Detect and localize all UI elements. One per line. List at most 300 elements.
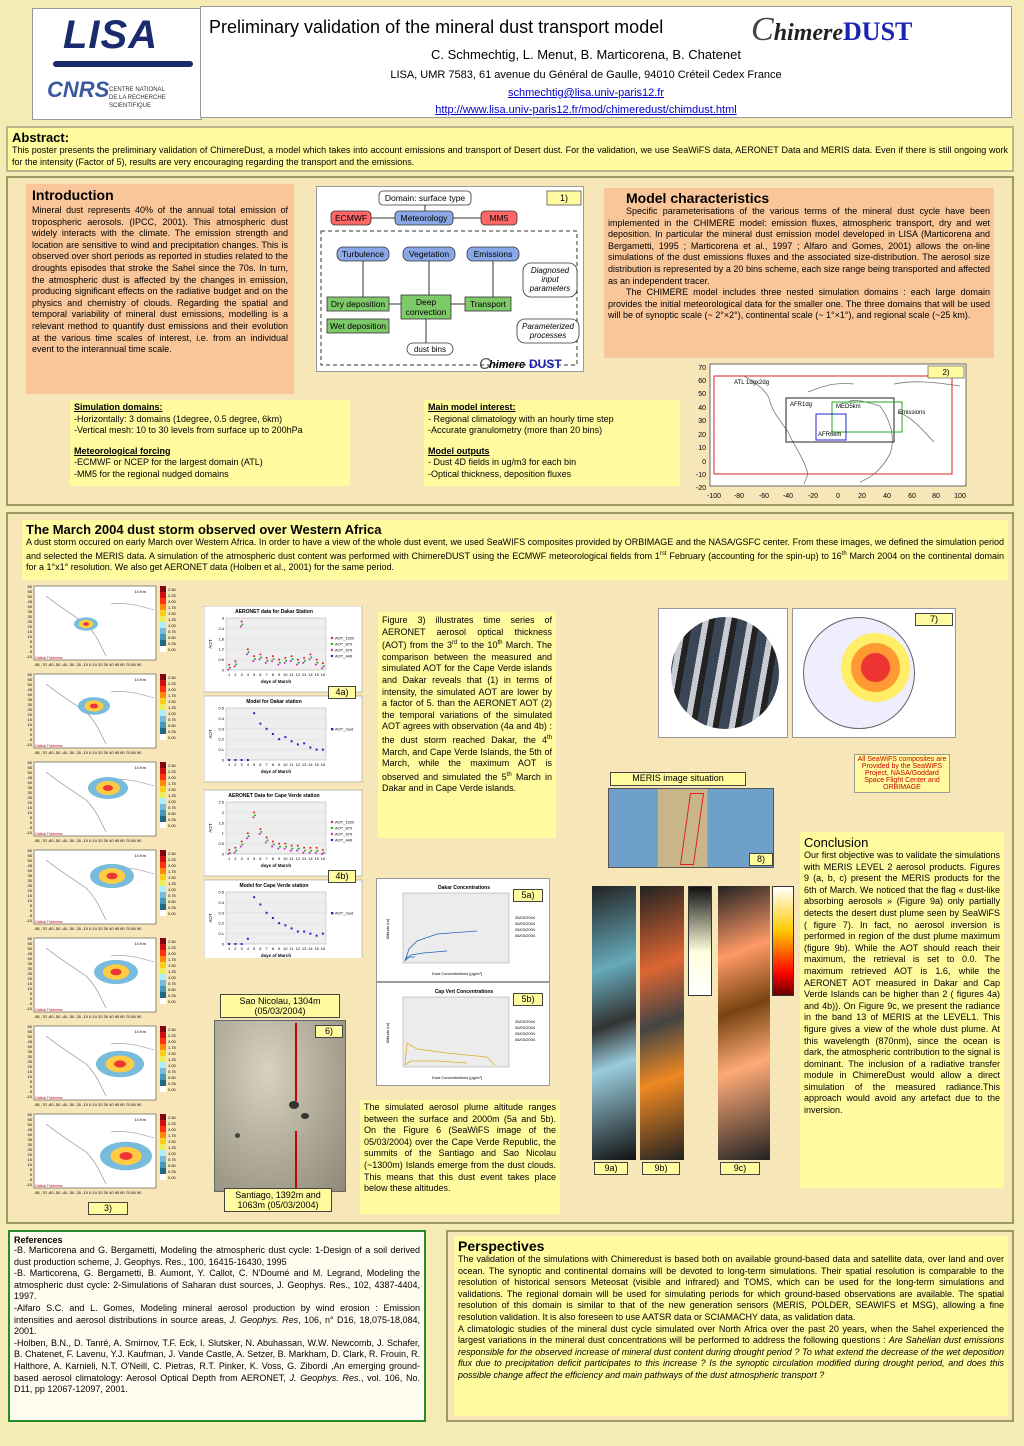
aeronet-point [297, 845, 299, 847]
aot-map-ytick: 20 [27, 624, 32, 629]
aeronet-point [247, 832, 249, 834]
aeronet-model-point [241, 759, 243, 761]
aot-map-ytick: 0 [29, 996, 32, 1001]
map-xtick: -40 [782, 493, 794, 500]
map-xtick: -80 [733, 493, 745, 500]
aot-map-ytick: 25 [27, 971, 32, 976]
aeronet-point [279, 846, 281, 848]
abstract-box [6, 126, 1014, 172]
aot-map-ytick: 60 [27, 936, 32, 941]
aot-map-ytick: 15 [27, 629, 32, 634]
aot-map-caption: Optical Thickness [35, 744, 63, 748]
aot-map-ytick: 40 [27, 956, 32, 961]
diagram-vegetation: Vegetation [408, 249, 450, 259]
aeronet-ytick: 1.2 [218, 646, 224, 652]
aeronet-model-point [303, 742, 305, 744]
aeronet-xtick: 13 [301, 762, 307, 767]
aeronet-point [316, 659, 318, 661]
abstract-text: This poster presents the preliminary validation of ChimereDust, a model which takes into account emissions and transport of Desert dust. For the validation, we use SeaWiFS data, AERONET Data and MERIS data. Even if there is still ongoing work for the intensity (Factor of 5), results are very encouraging regarding the transport and the emissions. [12, 145, 1008, 167]
aot-scale-swatch [160, 992, 166, 998]
photo-num: 6) [315, 1025, 343, 1038]
aeronet-charts [204, 606, 364, 958]
aeronet-xtick: 7 [265, 946, 268, 951]
aeronet-xtick: 15 [314, 672, 319, 677]
aot-map-ytick: 50 [27, 682, 32, 687]
aot-scale-label: 1.50 [168, 699, 176, 704]
aeronet-model-point [228, 759, 230, 761]
aot-scale-swatch [160, 1056, 166, 1062]
aot-scale-label: 1.25 [168, 705, 176, 710]
diagram-num: 1) [559, 193, 569, 203]
intro-title: Introduction [32, 187, 114, 203]
aot-scale-swatch [160, 874, 166, 880]
aot-scale-label: 0.75 [168, 1157, 176, 1162]
aot-map-ytick: 15 [27, 981, 32, 986]
aeronet-point [246, 653, 248, 655]
aeronet-xtick: 3 [240, 762, 243, 767]
aot-scale-label: 0.25 [168, 641, 176, 646]
aot-map-ytick: 25 [27, 1147, 32, 1152]
fig3-a-sup: rd [452, 640, 458, 647]
aot-map-ytick: 35 [27, 873, 32, 878]
aeronet-chart-title: Model for Cape Verde station [239, 883, 309, 889]
perspectives-p2-italic: Are Sahelian dust emissions responsible for the observed increase of mineral dust content during drought period ? To what extend the decrease of the wet deposition flux due to precipitation deficit participates to this increase ? Is the synoptic circulation modified during drought period, and does this possible change affect the efficiency and main pathways of the dust atmospheric transport ? [458, 1335, 1004, 1380]
aeronet-xtick: 14 [308, 762, 313, 767]
abstract-title: Abstract: [12, 130, 70, 145]
aot-map-ytick: 55 [27, 765, 32, 770]
aeronet-legend-marker [331, 643, 333, 645]
aot-scale-swatch [160, 622, 166, 628]
aot-scale-label: 1.75 [168, 781, 176, 786]
aot-scale-swatch [160, 1150, 166, 1156]
aeronet-xtick: 15 [314, 762, 319, 767]
aeronet-legend-label: AOT_mod [335, 726, 354, 732]
aot-scale-label: 0.00 [168, 1175, 176, 1180]
aot-scale-label: 0.50 [168, 723, 176, 728]
aot-map-ytick: -5 [28, 737, 32, 742]
aot-scale-swatch [160, 1062, 166, 1068]
meris-swath [680, 793, 704, 865]
cnrs-text-2: DE LA RECHERCHE [109, 95, 166, 101]
aeronet-point [272, 841, 274, 843]
diagram-turbulence: Turbulence [341, 249, 385, 259]
aeronet-xtick: 5 [253, 946, 256, 951]
email-link[interactable]: schmechtig@lisa.univ-paris12.fr [507, 87, 665, 99]
fig3-c: March. The comparison between the measured and simulated AOT for the Cape Verde islands and Dakar reveals that (1) in terms of intensity, the simulated AOT are lower by a factor of 5. than the AERONET AOT (2) the temporal variations of the simulated AOT agrees with observation (4a and 4b) : the dust storm reached Dakar, the 4 [382, 640, 553, 745]
aeronet-legend-label: AOT_1020 [335, 819, 355, 825]
aeronet-model-point [272, 917, 274, 919]
aeronet-point [316, 847, 318, 849]
aeronet-point [304, 850, 306, 852]
aeronet-xtick: 10 [283, 946, 288, 951]
diagram-diagnosed-1: Diagnosed [530, 266, 570, 275]
aot-map-ytick: 25 [27, 795, 32, 800]
aeronet-ytick: 0.4 [218, 715, 224, 721]
aot-scale-swatch [160, 610, 166, 616]
aot-scale-label: 0.75 [168, 893, 176, 898]
aeronet-ylabel: AOT [208, 823, 213, 833]
model-diagram [316, 186, 584, 372]
aeronet-xtick: 6 [259, 946, 262, 951]
aot-scale-label: 0.75 [168, 981, 176, 986]
aot-map-ytick: 5 [29, 639, 32, 644]
aot-map-ytick: -10 [26, 830, 32, 835]
dakar-conc-ylabel: Altitude (m) [385, 918, 390, 940]
march-text [26, 537, 1004, 574]
lisa-logo-box [32, 8, 202, 120]
aot-map-xticks: -80 -70 -60 -50 -40 -30 -20 -10 0 10 20 30 40 50 60 70 80 90 [34, 662, 142, 667]
aot-scale-label: 1.75 [168, 1133, 176, 1138]
aeronet-legend-marker [331, 912, 333, 914]
aeronet-plot-area [226, 892, 326, 944]
aot-scale-swatch [160, 598, 166, 604]
aot-scale-swatch [160, 786, 166, 792]
altitude-text-box [360, 1100, 560, 1214]
aot-scale-label: 2.50 [168, 851, 176, 856]
aot-scale-label: 2.50 [168, 939, 176, 944]
main-interest-box [424, 400, 680, 486]
aot-scale-label: 0.50 [168, 899, 176, 904]
aot-scale-label: 0.75 [168, 629, 176, 634]
march-intro-box [22, 520, 1008, 580]
aeronet-point [322, 662, 324, 664]
aot-map-ytick: -10 [26, 1094, 32, 1099]
aot-map-ytick: 40 [27, 604, 32, 609]
perspectives-title: Perspectives [458, 1238, 545, 1254]
map-xtick: -20 [807, 493, 819, 500]
aeronet-model-point [247, 759, 249, 761]
meris-9c [718, 886, 770, 1160]
aot-plume-core [103, 785, 113, 791]
aot-map-ytick: -10 [26, 1006, 32, 1011]
aot-scale-label: 0.00 [168, 1087, 176, 1092]
aot-scale-label: 1.50 [168, 1051, 176, 1056]
aeronet-model-point [259, 723, 261, 725]
march-sup-a: rst [659, 550, 667, 557]
aot-scale-label: 2.50 [168, 1115, 176, 1120]
aot-map-ytick: 5 [29, 1167, 32, 1172]
domain-label-afr6: AFR6km [818, 432, 842, 438]
march-sup-b: th [841, 550, 847, 557]
aeronet-xtick: 4 [246, 762, 249, 767]
domains-map-svg [684, 362, 970, 502]
aot-map-caption: Optical Thickness [35, 656, 63, 660]
website-link[interactable]: http://www.lisa.univ-paris12.fr/mod/chimeredust/chimdust.html [435, 104, 737, 116]
aeronet-xtick: 9 [278, 946, 281, 951]
aeronet-xtick: 9 [278, 762, 281, 767]
aeronet-point [235, 663, 237, 665]
aeronet-xtick: 15 [314, 856, 319, 861]
dakar-conc-title: Dakar Concentrations [438, 885, 490, 891]
aeronet-point [290, 850, 292, 852]
aot-scale-swatch [160, 1032, 166, 1038]
ref-3 [14, 1303, 420, 1338]
diagram-diagnosed-3: parameters [529, 284, 571, 293]
aot-scale-swatch [160, 1132, 166, 1138]
aeronet-point [227, 669, 229, 671]
aot-map-ytick: 0 [29, 1172, 32, 1177]
aot-map-ytick: 20 [27, 1152, 32, 1157]
aeronet-xtick: 4 [246, 856, 249, 861]
aeronet-xtick: 14 [308, 856, 313, 861]
altitude-text: The simulated aerosol plume altitude ranges between the surface and 2000m (5a and 5b). On the Figure 6 (SeaWiFS image of the 05/03/2004) over the Cape Verde Republic, the summits of the Santiago and Sao Nicolau (~1300m) Islands emerge from the dust clouds. This means that this dust event takes place below these altitudes. [364, 1102, 556, 1194]
seawifs-credit: All SeaWiFS composites are Provided by the SeaWiFS Project, NASA/Goddard Space Flight Center and ORBIMAGE [854, 754, 950, 793]
aot-map-maxlabel: 10 Km [134, 677, 146, 682]
aeronet-legend-marker [331, 827, 333, 829]
aot-map-ytick: 10 [27, 898, 32, 903]
aot-scale-label: 2.50 [168, 763, 176, 768]
diagram-param-1: Parameterized [521, 322, 575, 331]
cnrs-text-3: SCIENTIFIQUE [109, 103, 152, 109]
aeronet-xtick: 9 [278, 856, 281, 861]
aeronet-xtick: 1 [228, 856, 231, 861]
aeronet-xtick: 13 [301, 856, 307, 861]
march-section [6, 512, 1014, 1224]
aot-map-ytick: 20 [27, 712, 32, 717]
diagram-logo-c: C [479, 356, 491, 373]
aot-scale-label: 2.00 [168, 863, 176, 868]
aeronet-xlabel: days of March [260, 679, 292, 684]
aeronet-point [322, 849, 324, 851]
aeronet-xtick: 10 [283, 672, 288, 677]
model-p1: Specific parameterisations of the various terms of the mineral dust cycle have been implemented in the CHIMERE model: emission fluxes, atmospheric transport, dry and wet deposition. In particular the mineral dust emission model developed in LISA (Marticorena and Bergametti, 1995 ; Marticorena et al., 1997 ; Alfaro and Gomes, 2001) allows the on-line simulations of the dust emissions fluxes and the associated size-distribution. The aerosol size distribution is represented by a 20 bins scheme, each size range being transported and affected as an independent tracer. [608, 206, 990, 286]
logo-himere: himere [773, 20, 844, 46]
aot-scale-swatch [160, 862, 166, 868]
aot-scale-swatch [160, 680, 166, 686]
aeronet-legend-label: AOT_670 [335, 647, 353, 653]
aeronet-xtick: 12 [295, 762, 301, 767]
aeronet-num-b: 4b) [328, 870, 356, 883]
aeronet-ytick: 0 [221, 757, 224, 763]
aeronet-legend-label: AOT_440 [335, 653, 353, 659]
model-title: Model characteristics [626, 190, 770, 206]
aot-map-ytick: 40 [27, 1132, 32, 1137]
aeronet-point [296, 664, 298, 666]
forcing-title: Meteorological forcing [74, 445, 171, 456]
aot-map-ytick: 0 [29, 908, 32, 913]
aeronet-point [310, 656, 312, 658]
aot-scale-swatch [160, 1168, 166, 1174]
aeronet-point [284, 843, 286, 845]
map-ytick: 30 [698, 418, 706, 425]
aot-map-ytick: 60 [27, 672, 32, 677]
map-xtick: 80 [932, 493, 940, 500]
aeronet-xtick: 7 [265, 856, 268, 861]
aot-map-ytick: 55 [27, 1029, 32, 1034]
model-box [604, 188, 994, 358]
aeronet-charts-svg [204, 606, 364, 958]
aot-map-maxlabel: 10 Km [134, 765, 146, 770]
aeronet-legend-marker [331, 649, 333, 651]
capvert-conc-legend: 05/03/2004 [515, 1019, 536, 1024]
aeronet-point [273, 844, 275, 846]
capvert-conc-xlabel: Dust Concentrations (µg/m³) [431, 1075, 483, 1080]
diagram-param-2: processes [529, 331, 567, 340]
aeronet-point [246, 837, 248, 839]
domains-map [684, 362, 970, 502]
aeronet-xtick: 2 [234, 946, 237, 951]
aeronet-point [309, 847, 311, 849]
aot-map-ytick: -5 [28, 649, 32, 654]
photo-top-label: Sao Nicolau, 1304m (05/03/2004) [220, 994, 340, 1018]
aot-scale-label: 0.50 [168, 635, 176, 640]
aot-map-column-svg [16, 584, 188, 1216]
aot-map-ytick: 40 [27, 868, 32, 873]
aeronet-model-point [278, 922, 280, 924]
conc-num-a: 5a) [513, 889, 543, 902]
aot-map-maxlabel: 10 Km [134, 1029, 146, 1034]
aot-plume-core [111, 969, 122, 976]
aot-scale-swatch [160, 762, 166, 768]
aot-scale-swatch [160, 1144, 166, 1150]
aeronet-point [266, 839, 268, 841]
ref-3b: , 106, n° D16, 18,075-18,084, 2001. [14, 1314, 421, 1337]
aot-map-ytick: 30 [27, 878, 32, 883]
globe-2 [803, 617, 915, 729]
sim-domains-l2: -Vertical mesh: 10 to 30 levels from surface up to 200hPa [74, 425, 303, 435]
aot-scale-label: 1.25 [168, 1057, 176, 1062]
aeronet-xtick: 4 [246, 946, 249, 951]
aot-scale-swatch [160, 1086, 166, 1092]
aot-map-ytick: 40 [27, 692, 32, 697]
ref-4i: J. Geophys. Res. [289, 1372, 361, 1383]
aot-map-ytick: 60 [27, 1024, 32, 1029]
aeronet-point [284, 662, 286, 664]
aot-scale-swatch [160, 780, 166, 786]
aot-map-ytick: 45 [27, 1127, 32, 1132]
aot-map-xticks: -80 -70 -60 -50 -40 -30 -20 -10 0 10 20 30 40 50 60 70 80 90 [34, 838, 142, 843]
aeronet-model-point [309, 747, 311, 749]
aeronet-point [248, 835, 250, 837]
aot-map-frame [34, 850, 156, 924]
map-ytick: 60 [698, 378, 706, 385]
conc-num-b: 5b) [513, 993, 543, 1006]
aot-map-ytick: 35 [27, 697, 32, 702]
ref-1: -B. Marticorena and G. Bergametti, Modeling the atmospheric dust cycle: 1-Design of a soil derived dust production scheme, J. Geophys. Res., 100, 16415-16430, 1995 [14, 1245, 420, 1267]
aot-scale-label: 0.50 [168, 987, 176, 992]
aot-scale-label: 0.25 [168, 1169, 176, 1174]
aot-map-ytick: 20 [27, 976, 32, 981]
aeronet-ytick: 0.2 [218, 736, 224, 742]
references-box [8, 1230, 426, 1422]
aeronet-xtick: 3 [240, 672, 243, 677]
aot-scale-swatch [160, 1044, 166, 1050]
fig3-text-box [378, 612, 556, 838]
aeronet-ytick: 3 [221, 615, 224, 621]
forcing-l1: -ECMWF or NCEP for the largest domain (ATL) [74, 457, 263, 467]
capvert-conc-ylabel: Altitude (m) [385, 1022, 390, 1044]
aot-map-ytick: 15 [27, 717, 32, 722]
aot-map-ytick: 55 [27, 589, 32, 594]
aot-scale-swatch [160, 698, 166, 704]
aot-scale-label: 1.75 [168, 869, 176, 874]
aeronet-model-point [266, 912, 268, 914]
aot-scale-label: 1.00 [168, 799, 176, 804]
aot-map-ytick: 15 [27, 893, 32, 898]
aot-scale-label: 1.25 [168, 1145, 176, 1150]
aeronet-legend-marker [331, 821, 333, 823]
main-interest-title: Main model interest: [428, 402, 516, 412]
aot-map-ytick: 45 [27, 775, 32, 780]
aeronet-xtick: 12 [295, 946, 301, 951]
fig3-text [382, 615, 552, 795]
aeronet-legend-marker [331, 833, 333, 835]
aot-map-ytick: 5 [29, 815, 32, 820]
diagram-ecmwf: ECMWF [334, 213, 368, 223]
aeronet-xtick: 16 [320, 672, 326, 677]
maps-num: 3) [88, 1202, 128, 1215]
aeronet-xtick: 8 [271, 856, 274, 861]
aeronet-xtick: 8 [271, 762, 274, 767]
aeronet-xtick: 8 [271, 946, 274, 951]
aeronet-point [241, 623, 243, 625]
aot-scale-swatch [160, 704, 166, 710]
intro-box [26, 184, 294, 394]
aeronet-point [278, 659, 280, 661]
fig3-a: Figure 3) illustrates time series of AERONET aerosol optical thickness (AOT) from the 3 [382, 615, 552, 651]
forcing-l2: -MM5 for the regional nudged domains [74, 468, 229, 479]
aot-scale-label: 0.50 [168, 1163, 176, 1168]
meris-9c-label: 9c) [720, 1162, 760, 1175]
aeronet-point [234, 665, 236, 667]
diagram-transport: Transport [469, 299, 507, 309]
aot-map-ytick: 45 [27, 599, 32, 604]
map-xtick: -100 [706, 493, 722, 500]
aeronet-point [241, 620, 243, 622]
aot-map-ytick: 0 [29, 644, 32, 649]
map-xtick: 40 [883, 493, 891, 500]
ref-2: -B. Marticorena, G. Bergametti, B. Aumont, Y. Callot, C. N'Doumé and M. Legrand, Modeling the atmospheric dust cycle: 2-Simulations of Saharan dust sources, J. Geophys. Res., 102, 4387-4404, 1997. [14, 1268, 420, 1302]
aot-scale-label: 0.25 [168, 729, 176, 734]
aot-map-ytick: 30 [27, 1054, 32, 1059]
aot-scale-swatch [160, 810, 166, 816]
aeronet-point [260, 656, 262, 658]
title-box [200, 6, 1012, 118]
sim-domains-box [70, 400, 350, 486]
aot-map-frame [34, 762, 156, 836]
photo-island-3 [235, 1133, 240, 1138]
aot-scale-swatch [160, 1174, 166, 1180]
aeronet-point [309, 852, 311, 854]
aeronet-model-point [322, 749, 324, 751]
aot-map-caption: Optical Thickness [35, 1184, 63, 1188]
photo-island-1 [289, 1101, 299, 1109]
aot-map-ytick: 50 [27, 1122, 32, 1127]
aeronet-point [285, 660, 287, 662]
aeronet-legend-marker [331, 655, 333, 657]
aeronet-legend-label: AOT_440 [335, 837, 353, 843]
aot-map-ytick: 45 [27, 951, 32, 956]
aeronet-point [253, 655, 255, 657]
map-xtick: 20 [858, 493, 866, 500]
aeronet-point [254, 814, 256, 816]
meris-9b [640, 886, 684, 1160]
aeronet-point [229, 667, 231, 669]
aeronet-model-point [316, 749, 318, 751]
aot-map-xticks: -80 -70 -60 -50 -40 -30 -20 -10 0 10 20 30 40 50 60 70 80 90 [34, 1014, 142, 1019]
aot-map-ytick: -10 [26, 918, 32, 923]
aot-map-ytick: -10 [26, 654, 32, 659]
aeronet-ylabel: AOT [208, 729, 213, 739]
photo-island-2 [301, 1113, 309, 1119]
aot-scale-swatch [160, 792, 166, 798]
photo-bottom-label: Santiago, 1392m and 1063m (05/03/2004) [224, 1188, 332, 1212]
aeronet-legend-label: AOT_870 [335, 825, 353, 831]
aeronet-chart-title: AERONET Data for Cape Verde station [228, 793, 320, 799]
capvert-conc-legend: 05/03/2004 [515, 1031, 536, 1036]
aot-scale-label: 2.00 [168, 1039, 176, 1044]
aeronet-xtick: 14 [308, 946, 313, 951]
